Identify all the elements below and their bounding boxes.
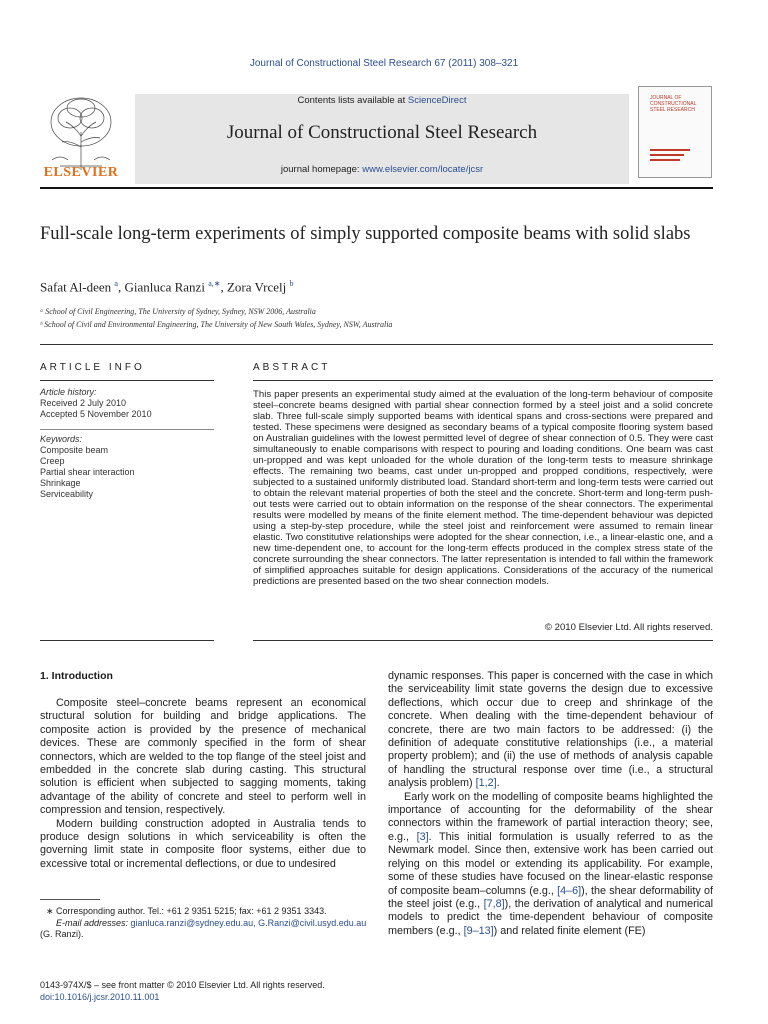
author-name: Zora Vrcelj [226, 279, 287, 295]
keyword: Composite beam [40, 445, 109, 455]
sciencedirect-link[interactable]: ScienceDirect [407, 95, 467, 106]
paragraph: Modern building construction adopted in Australia tends to produce design solutions in which serviceability is often the governing limit state in composite floor systems, either due to excessive total or incremental deflections, or due to undesired [40, 817, 366, 870]
keyword: Creep [40, 456, 65, 466]
paragraph: dynamic responses. This paper is concerned with the case in which the serviceability limit state governs the design due to excessive deflections, which occur due to creep and shrinkage of the concrete. When dealing with the time-dependent behaviour of concrete, there are two main factors to be addressed: (i) the definition of adequate constitutive relationships (i.e., a material property problem); and (ii) the use of methods of analysis capable of handling the structural response over time (i.e., a structural analysis problem) [1,2]. [388, 670, 713, 790]
email-links[interactable]: gianluca.ranzi@sydney.edu.au, G.Ranzi@civil.usyd.edu.au [130, 917, 367, 928]
footnote-who: (G. Ranzi). [40, 929, 84, 939]
keyword: Shrinkage [40, 478, 81, 488]
keywords-label: Keywords: [40, 434, 83, 444]
abstract-bottom-rule [253, 640, 713, 641]
abstract-heading: ABSTRACT [253, 362, 331, 373]
contents-line: Contents lists available at ScienceDirect [297, 95, 467, 106]
homepage-link[interactable]: www.elsevier.com/locate/jcsr [362, 164, 484, 175]
paragraph: Composite steel–concrete beams represent an economical structural solution for building and bridge applications. The composite action is provided by the presence of mechanical devices. These are commonly specified in the form of shear connectors, which are welded to the top flange of the steel joist and embedded in the concrete slab during casting. This structural solution is efficient when subjected to sagging moments, taking advantage of the ability of concrete and steel to perform well in compression and tension, respectively. [40, 697, 366, 817]
author-affil-link[interactable]: b [289, 279, 294, 288]
footnote-rule [40, 899, 100, 900]
citation-link[interactable]: [1,2] [475, 777, 497, 790]
author-name: Gianluca Ranzi [124, 279, 205, 295]
doi-link[interactable]: doi:10.1016/j.jcsr.2010.11.001 [40, 991, 160, 1002]
keywords-block [40, 434, 240, 500]
info-rule [40, 380, 214, 381]
article-history [40, 387, 240, 420]
author-affil-link[interactable]: a [114, 279, 118, 288]
journal-cover-thumbnail [638, 86, 712, 178]
keyword: Partial shear interaction [40, 467, 135, 477]
info-divider [40, 429, 214, 430]
journal-citation[interactable]: Journal of Constructional Steel Research 67 (2011) 308–321 [249, 58, 519, 69]
author-name: Safat Al-deen [40, 279, 112, 295]
affiliation-b: ᵇ School of Civil and Environmental Engineering, The University of New South Wales, Sydney, NSW, Australia [40, 320, 393, 329]
abstract-text: This paper presents an experimental study aimed at the evaluation of the long-term behaviour of composite steel–concrete beams designed with partial shear connection formed by a steel joist and a solid concrete slab. Three full-scale simply supported beams with identical spans and cross-sections were prepared and tested. These specimens were designed as secondary beams of a typical composite flooring system based on Australian guidelines with the lowest permitted level of degree of shear connection of 0.5. They were cast simultaneously to enable comparisons with respect to pouring and loading conditions. One beam was cast un-propped and was kept unloaded for the whole duration of the long-term tests to measure shrinkage effects. The remaining two beams, cast under un-propped and propped conditions, respectively, were subjected to a sustained uniformly distributed load. Standard short-term and long-term tests were carried out to obtain the relevant material properties of both the steel and the concrete. Short-term and long-term push-out tests were carried out to obtain information on the response of the shear connectors. The experimental results were modelled by means of the finite element method. The time-dependent behaviour was depicted using a step-by-step procedure, while the steel joist and reinforcement were assumed to remain linear elastic. Two constitutive relationships were adopted for the shear connection, i.e., a linear-elastic one, and a new time-dependent one, to account for the long-term effects produced in the complex stress state of the concrete surrounding the shear connectors. The latter representation is intended to fall within the framework of simplified approaches suitable for design applications. Considerations of the accuracy of the numerical predictions are presented based on the two shear connection models. [253, 389, 713, 587]
header-rule [40, 187, 713, 189]
journal-title: Journal of Constructional Steel Research [226, 122, 538, 143]
homepage-line: journal homepage: www.elsevier.com/locate/jcsr [280, 164, 484, 175]
copyright: © 2010 Elsevier Ltd. All rights reserved. [544, 622, 713, 633]
right-column [388, 670, 713, 938]
info-bottom-rule [40, 640, 214, 641]
cover-title: JOURNAL OF CONSTRUCTIONAL STEEL RESEARCH [650, 95, 697, 113]
citation-link[interactable]: [4–6] [557, 884, 582, 897]
email-label: E-mail addresses: [56, 917, 131, 928]
issn-line: 0143-974X/$ – see front matter © 2010 Elsevier Ltd. All rights reserved. [40, 980, 325, 990]
front-matter [40, 980, 370, 1003]
citation-link[interactable]: [3] [416, 830, 429, 843]
section-rule [40, 344, 713, 345]
affiliation-a: ᵃ School of Civil Engineering, The University of Sydney, Sydney, NSW 2006, Australia [40, 307, 316, 316]
author-list: Safat Al-deen $^a$, Gianluca Ranzi $^{a,∗}$, Zora Vrcelj $^b$ [40, 279, 294, 295]
paragraph: Early work on the modelling of composite beams highlighted the importance of accounting for the deformability of the shear connectors within the framework of partial interaction theory; see, e.g., [3]. This initial formulation is usually referred to as the Newmark model. Since then, extensive work has been carried out relying on this model or extending its applicability. For example, some of these studies have focused on the linear-elastic response of composite beam–columns (e.g., [4–6]), the shear deformability of the steel joist (e.g., [7,8]), the derivation of analytical and numerical models to predict the time-dependent behaviour of composite members (e.g., [9–13]) and related finite element (FE) [388, 790, 713, 937]
received-date: Received 2 July 2010 [40, 398, 127, 408]
abstract-rule [253, 380, 713, 381]
citation-link[interactable]: [9–13] [463, 924, 494, 937]
history-label: Article history: [40, 387, 97, 397]
accepted-date: Accepted 5 November 2010 [40, 409, 152, 419]
citation-link[interactable]: [7,8] [483, 897, 505, 910]
publisher-logo-text: ELSEVIER [43, 165, 119, 180]
section-heading: 1. Introduction [40, 670, 113, 682]
footnote [40, 906, 370, 941]
keyword: Serviceability [40, 489, 94, 499]
article-info-heading: ARTICLE INFO [40, 362, 145, 373]
corresponding-author: ∗ Corresponding author. Tel.: +61 2 9351 5215; fax: +61 2 9351 3343. [46, 906, 327, 916]
left-column [40, 697, 366, 871]
article-title: Full-scale long-term experiments of simply supported composite beams with solid slabs [40, 224, 691, 244]
author-affil-link[interactable]: a,∗ [208, 279, 221, 288]
